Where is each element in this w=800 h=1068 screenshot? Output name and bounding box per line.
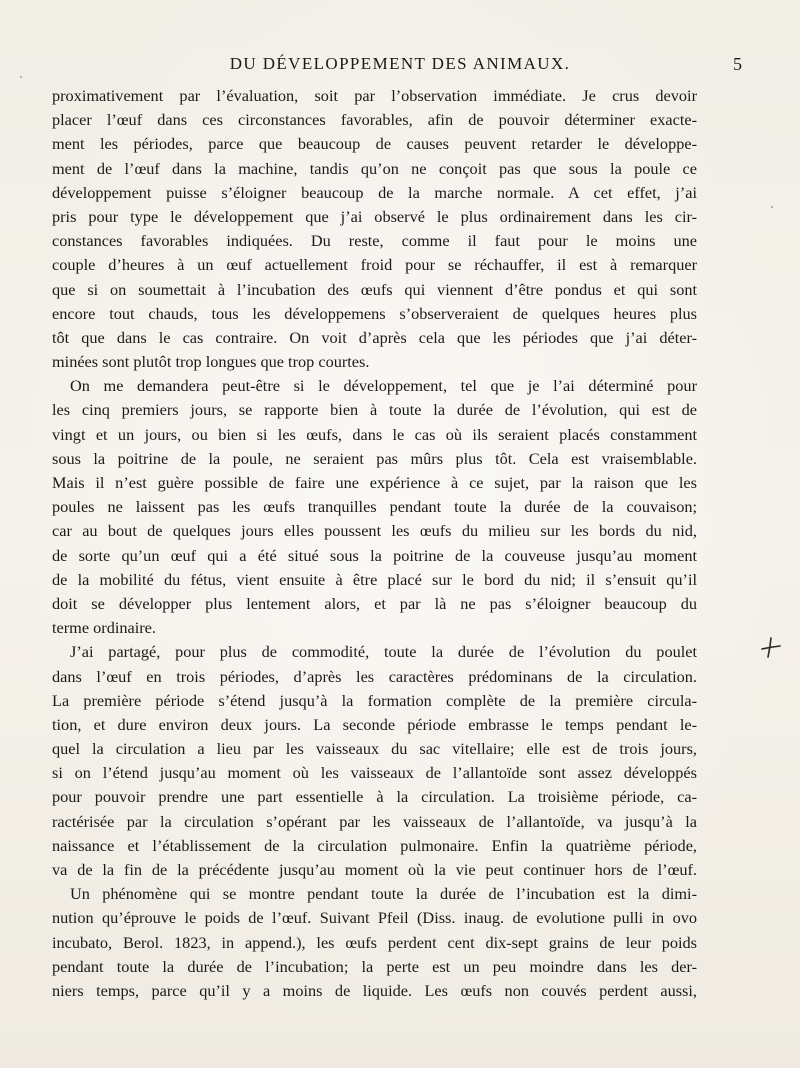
text-line: pendant toute la durée de l’incubation; la perte est un peu moindre dans les der- [52, 956, 697, 976]
body-text [52, 84, 697, 1003]
text-line: Mais il n’est guère possible de faire une expérience à ce sujet, par la raison que les [52, 473, 697, 492]
text-line: J’ai partagé, pour plus de commodité, toute la durée de l’évolution du poulet [70, 642, 697, 662]
text-line: nution qu’éprouve le poids de l’œuf. Suivant Pfeil (Diss. inaug. de evolutione pulli in ovo [52, 908, 697, 928]
paper-speck [60, 335, 62, 337]
text-line: tion, et dure environ deux jours. La seconde période embrasse le temps pendant le- [52, 714, 697, 734]
text-line: quel la circulation a lieu par les vaisseaux du sac vitellaire; elle est de trois jours, [52, 739, 697, 759]
text-line: On me demandera peut-être si le développement, tel que je l’ai déterminé pour [70, 376, 697, 396]
text-line: incubato, Berol. 1823, in append.), les œufs perdent cent dix-sept grains de leur poids [52, 932, 697, 952]
text-line: ment les périodes, parce que beaucoup de causes peuvent retarder le développe- [52, 134, 697, 154]
text-line: niers temps, parce qu’il y a moins de liquide. Les œufs non couvés perdent aussi, [52, 980, 697, 1000]
text-line: encore tout chauds, tous les développemens s’observeraient de quelques heures plus [52, 303, 697, 323]
text-line: poules ne laissent pas les œufs tranquilles pendant toute la durée de la couvaison; [52, 497, 697, 517]
paragraph-1 [52, 84, 697, 374]
paragraph-2 [52, 374, 697, 640]
text-line: ment de l’œuf dans la machine, tandis qu’on ne conçoit pas que sous la poule ce [52, 158, 697, 178]
text-line: vingt et un jours, ou bien si les œufs, dans le cas où ils seraient placés constamment [52, 424, 697, 444]
text-line: proximativement par l’évaluation, soit par l’observation immédiate. Je crus devoir [52, 86, 697, 105]
text-line: La première période s’étend jusqu’à la formation complète de la première circula- [52, 690, 697, 710]
text-line: ractérisée par la circulation s’opérant par les vaisseaux de l’allantoïde, va jusqu’à la [52, 811, 697, 831]
margin-annotation [758, 634, 784, 660]
text-line: de sorte qu’un œuf qui a été situé sous la poitrine de la couveuse jusqu’au moment [52, 545, 697, 565]
paragraph-3 [52, 640, 697, 882]
text-line: pris pour type le développement que j’ai observé le plus ordinairement dans les cir- [52, 206, 697, 226]
text-line: que si on soumettait à l’incubation des œufs qui viennent d’être pondus et qui sont [52, 279, 697, 299]
text-line: car au bout de quelques jours elles poussent les œufs du milieu sur les bords du nid, [52, 521, 697, 541]
text-line: sous la poitrine de la poule, ne seraient pas mûrs plus tôt. Cela est vraisemblable. [52, 448, 697, 468]
text-line: terme ordinaire. [52, 618, 156, 638]
running-title: DU DÉVELOPPEMENT DES ANIMAUX. [229, 54, 571, 73]
handwritten-cross-icon [758, 634, 784, 660]
text-line: couple d’heures à un œuf actuellement froid pour se réchauffer, il est à remarquer [52, 255, 697, 275]
text-line: constances favorables indiquées. Du reste, comme il faut pour le moins une [52, 231, 697, 251]
text-line: minées sont plutôt trop longues que trop courtes. [52, 352, 370, 372]
text-line: tôt que dans le cas contraire. On voit d’après cela que les périodes que j’ai déter- [52, 327, 697, 347]
text-line: doit se développer plus lentement alors, et par là ne pas s’éloigner beaucoup du [52, 593, 697, 613]
text-line: dans l’œuf en trois périodes, d’après les caractères prédominans de la circulation. [52, 666, 697, 686]
text-line: pour pouvoir prendre une part essentielle à la circulation. La troisième période, ca- [52, 787, 697, 807]
text-line: va de la fin de la précédente jusqu’au moment où la vie peut continuer hors de l’œuf. [52, 860, 697, 879]
paper-speck [771, 206, 773, 208]
text-line: placer l’œuf dans ces circonstances favorables, afin de pouvoir déterminer exacte- [52, 110, 697, 130]
text-line: développement puisse s’éloigner beaucoup de la marche normale. A cet effet, j’ai [52, 182, 697, 202]
paper-speck [20, 76, 22, 78]
text-line: Un phénomène qui se montre pendant toute la durée de l’incubation est la dimi- [70, 884, 697, 904]
page-number: 5 [733, 54, 742, 74]
text-line: de la mobilité du fétus, vient ensuite à être placé sur le bord du nid; il s’ensuit qu’il [52, 569, 697, 589]
text-line: naissance et l’établissement de la circulation pulmonaire. Enfin la quatrième période, [52, 835, 697, 855]
paragraph-4 [52, 882, 697, 1003]
text-line: les cinq premiers jours, se rapporte bien à toute la durée de l’évolution, qui est de [52, 400, 697, 420]
page-header [50, 50, 750, 78]
text-line: si on l’étend jusqu’au moment où les vaisseaux de l’allantoïde sont assez développés [52, 763, 697, 783]
